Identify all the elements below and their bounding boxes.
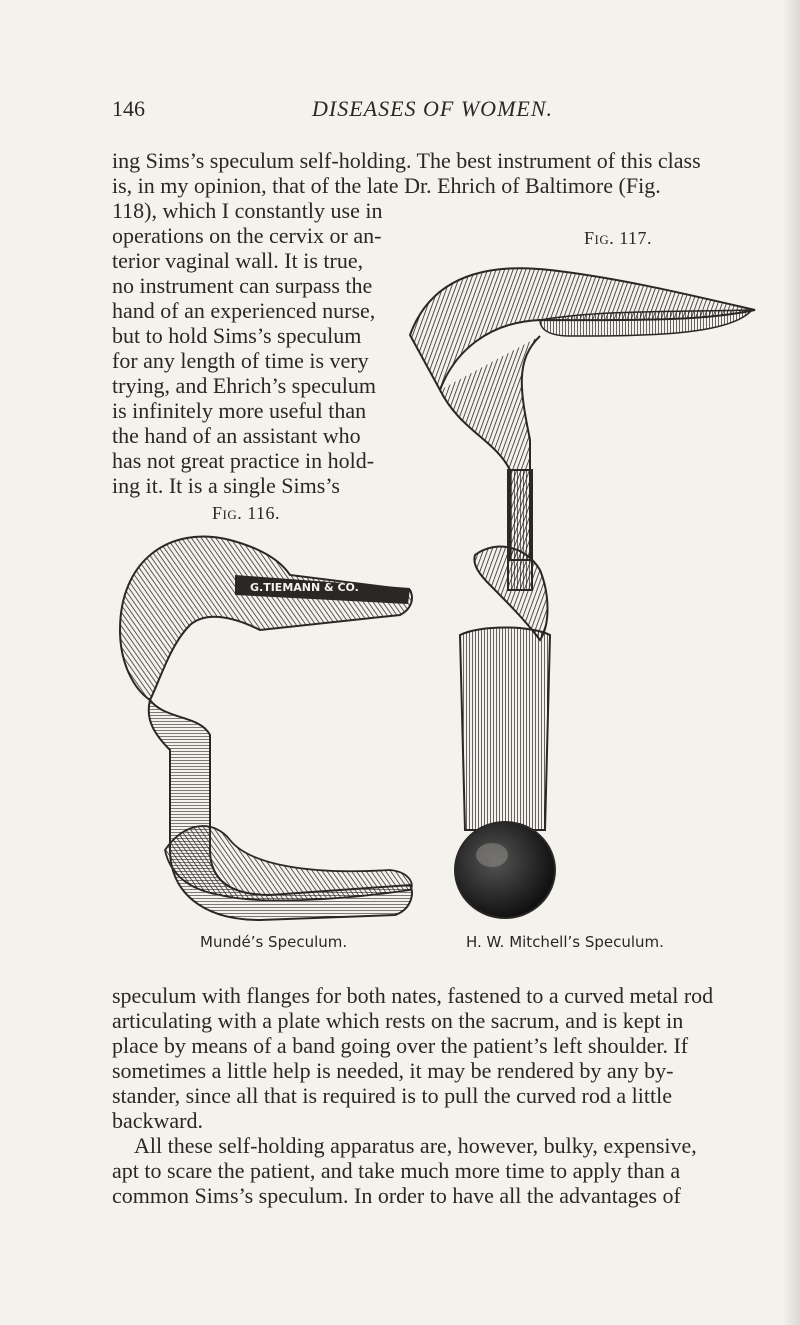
- text-line: common Sims’s speculum. In order to have all the advantages of: [112, 1183, 681, 1208]
- text-line: ing Sims’s speculum self-holding. The best instrument of this class: [112, 148, 701, 173]
- text-line: stander, since all that is required is to pull the curved rod a little: [112, 1083, 672, 1108]
- figure-117-label: Fig. 117.: [584, 228, 653, 248]
- munde-speculum-illustration: [110, 520, 430, 930]
- text-line: trying, and Ehrich’s speculum: [112, 373, 376, 398]
- running-title: DISEASES OF WOMEN.: [312, 96, 554, 121]
- text-line: 118), which I constantly use in: [112, 198, 383, 223]
- page-edge-shadow: [782, 0, 800, 1325]
- text-line: the hand of an assistant who: [112, 423, 361, 448]
- figure-117-caption: H. W. Mitchell’s Speculum.: [466, 933, 664, 951]
- text-line: has not great practice in hold-: [112, 448, 375, 473]
- text-line: ing it. It is a single Sims’s: [112, 473, 340, 498]
- figure-116-caption: Mundé’s Speculum.: [200, 933, 348, 951]
- text-line: is, in my opinion, that of the late Dr. Ehrich of Baltimore (Fig.: [112, 173, 661, 198]
- text-line: articulating with a plate which rests on the sacrum, and is kept in: [112, 1008, 684, 1033]
- figure-116-label: Fig. 116.: [212, 503, 281, 523]
- text-line: for any length of time is very: [112, 348, 369, 373]
- text-line: terior vaginal wall. It is true,: [112, 248, 364, 273]
- text-line: apt to scare the patient, and take much more time to apply than a: [112, 1158, 681, 1183]
- text-line: operations on the cervix or an-: [112, 223, 382, 248]
- text-line: All these self-holding apparatus are, however, bulky, expensive,: [134, 1133, 697, 1158]
- text-line: no instrument can surpass the: [112, 273, 373, 298]
- text-line: is infinitely more useful than: [112, 398, 367, 423]
- text-line: sometimes a little help is needed, it may be rendered by any by-: [112, 1058, 674, 1083]
- text-line: but to hold Sims’s speculum: [112, 323, 362, 348]
- page-header: [112, 96, 752, 126]
- text-line: backward.: [112, 1108, 204, 1133]
- text-line: speculum with flanges for both nates, fastened to a curved metal rod: [112, 983, 714, 1008]
- mitchell-speculum-illustration: [400, 240, 760, 930]
- text-line: place by means of a band going over the patient’s left shoulder. If: [112, 1033, 689, 1058]
- page-number: 146: [112, 96, 145, 121]
- maker-mark: G.TIEMANN & CO.: [250, 581, 359, 594]
- text-line: hand of an experienced nurse,: [112, 298, 376, 323]
